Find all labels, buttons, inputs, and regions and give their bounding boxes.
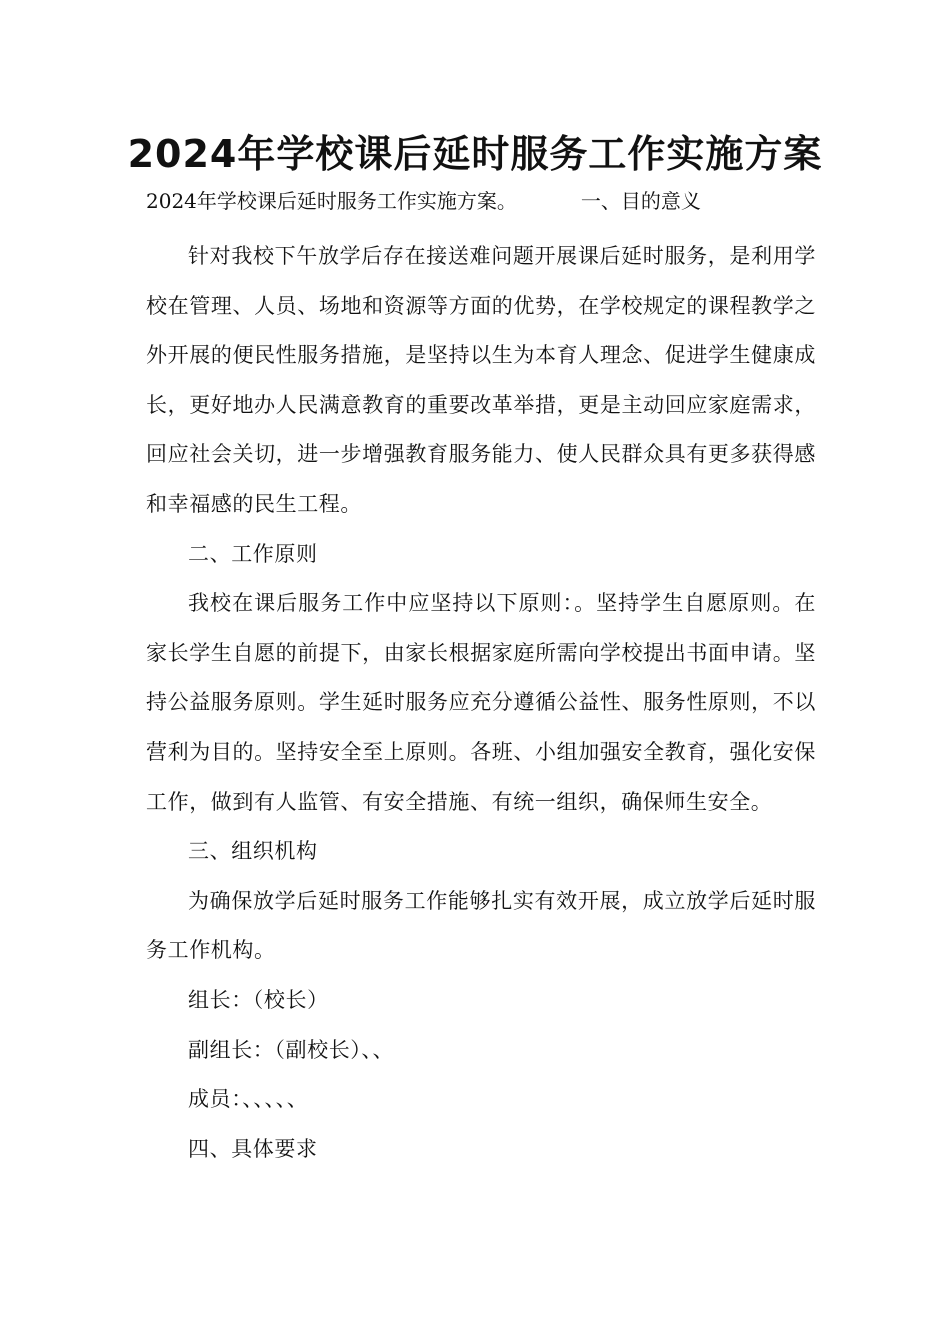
members-line: 成员：、、、、、	[188, 1087, 309, 1112]
leader-line: 组长：（校长）	[188, 987, 329, 1012]
section-1-paragraph: 针对我校下午放学后存在接送难问题开展课后延时服务，是利用学校在管理、人员、场地和资源等方面的优势，在学校规定的课程教学之外开展的便民性服务措施，是坚持以生为本育人理念、促进学生健康成长，更好地办人民满意教育的重要改革举措，更是主动回应家庭需求，回应社会关切，进一步增强教育服务能力、使人民群众具有更多获得感和幸福感的民生工程。	[146, 244, 816, 516]
document-subtitle: 2024年学校课后延时服务工作实施方案。	[146, 189, 517, 213]
section-4-heading: 四、具体要求	[188, 1136, 318, 1161]
section-2-paragraph: 我校在课后服务工作中应坚持以下原则：。坚持学生自愿原则。在家长学生自愿的前提下，由家长根据家庭所需向学校提出书面申请。坚持公益服务原则。学生延时服务应充分遵循公益性、服务性原则，不以营利为目的。坚持安全至上原则。各班、小组加强安全教育，强化安保工作，做到有人监管、有安全措施、有统一组织，确保师生安全。	[146, 591, 816, 814]
section-1-heading: 一、目的意义	[580, 189, 701, 213]
section-3-paragraph: 为确保放学后延时服务工作能够扎实有效开展，成立放学后延时服务工作机构。	[146, 888, 816, 963]
deputy-leader-line: 副组长：（副校长）、、	[188, 1037, 395, 1062]
document-title: 2024年学校课后延时服务工作实施方案	[127, 132, 823, 176]
section-2-heading: 二、工作原则	[188, 541, 318, 566]
document-body	[146, 232, 816, 1174]
section-3-heading: 三、组织机构	[188, 839, 318, 864]
subtitle-line	[146, 186, 701, 216]
